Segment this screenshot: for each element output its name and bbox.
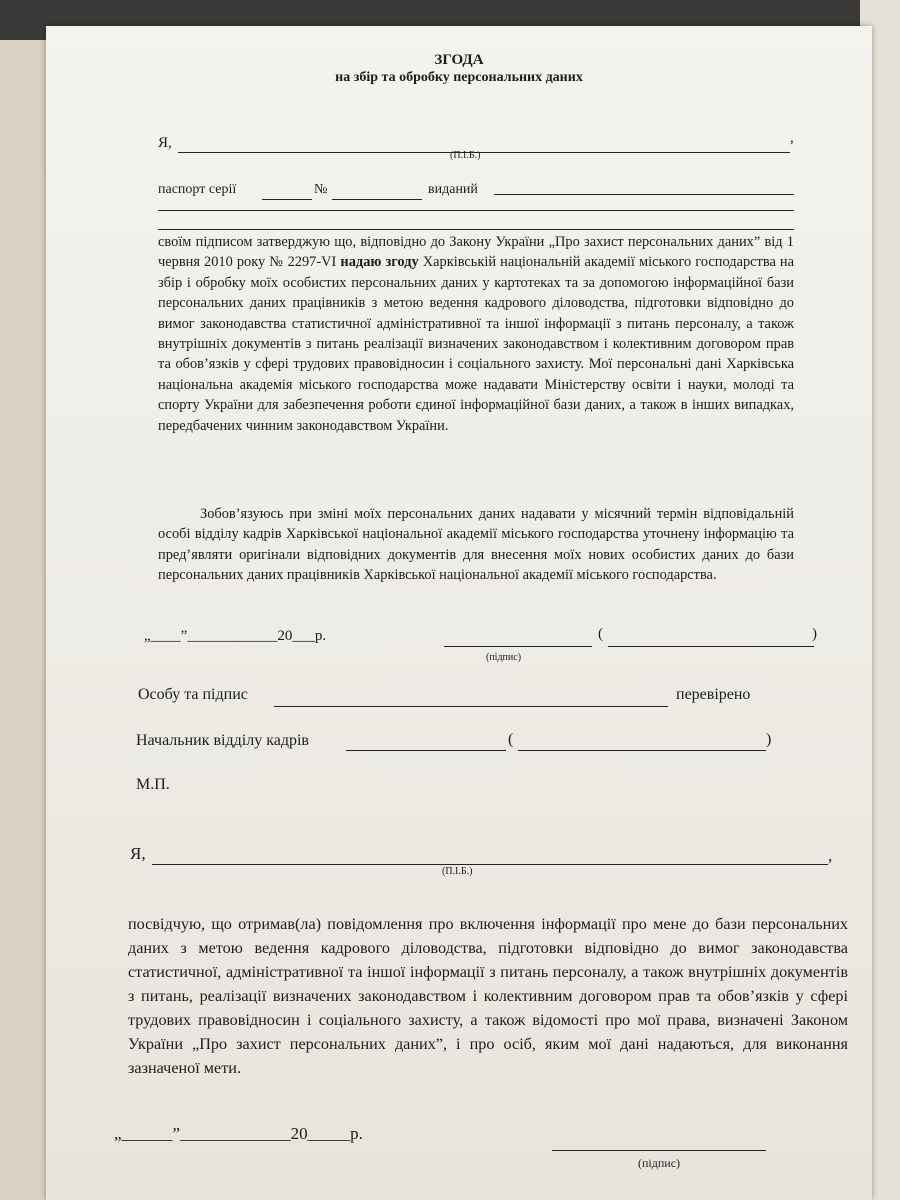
issued-by-line-2 — [158, 210, 794, 211]
ya-label: Я, — [158, 135, 172, 151]
verified-label: Особу та підпис — [138, 686, 248, 703]
ya-label-2: Я, — [130, 844, 146, 863]
hr-head-signature-line — [346, 750, 506, 751]
acknowledgement-paragraph: посвідчую, що отримав(ла) повідомлення про включення інформації про мене до бази персональних даних з метою ведення кадрового діловодства, підготовки відповідно до вимог законодавства статистичної, адміністративної та іншої інформації з питань персоналу, а також внутрішніх документів з питань, реалізації визначених законодавством і колективним договором прав та обов’язків у сфері трудових правовідносин і соціального захисту, а також відомості про мої права, визначені Законом України „Про захист персональних даних”, і про осіб, яким мої дані надаються, для виконання зазначеної мети. — [128, 915, 848, 1077]
pib-caption: (П.І.Б.) — [450, 150, 481, 161]
pib-caption-2: (П.І.Б.) — [442, 866, 473, 877]
consent-text-part2: Харківській національній академії міського господарства на збір і обробку моїх особистих персональних даних у картотеках та за допомогою інформаційної бази персональних даних працівників з метою ведення кадрового діловодства, підготовки відповідно до вимог законодавства статистичної адміністративної та іншої інформації з питань персоналу, а також внутрішніх документів з питань реалізації визначених законодавством і колективним договором прав та обов’язків у сфері трудових правовідносин і соціального захисту. Мої персональні дані Харківська національна академія міського господарства може надавати Міністерству освіти і науки, молоді та спорту України для забезпечення роботи єдиної інформаційної бази даних, а також в інших випадках, передбачених чинним законодавством України. — [158, 254, 794, 434]
document-subtitle: на збір та обробку персональних даних — [335, 70, 583, 85]
consent-paragraph — [158, 232, 794, 436]
hr-close-paren: ) — [766, 731, 772, 748]
verified-word: перевірено — [676, 686, 751, 703]
document-title: ЗГОДА — [434, 52, 484, 68]
date-line-2: „______”_____________20_____р. — [114, 1124, 363, 1143]
issued-by-line — [494, 194, 794, 195]
signature-open-paren: ( — [598, 626, 603, 642]
name-comma-2: , — [828, 846, 833, 865]
issued-by-line-3 — [158, 229, 794, 230]
name-comma: , — [790, 130, 794, 146]
full-name-line — [178, 152, 790, 153]
signature-caption-2: (підпис) — [638, 1156, 681, 1170]
signature-caption: (підпис) — [486, 652, 522, 663]
issued-label: виданий — [428, 182, 478, 197]
stamp-place: М.П. — [136, 776, 170, 793]
obligation-paragraph: Зобов’язуюсь при зміні моїх персональних даних надавати у місячний термін відповідальній особі відділу кадрів Харківської національної академії міського господарства уточнену інформацію та пред’являти оригінали відповідних документів для внесення моїх нових особистих даних до бази персональних даних працівників Харківської національної академії міського господарства. — [158, 506, 794, 584]
passport-series-label: паспорт серії — [158, 182, 237, 197]
signature-close-paren: ) — [812, 626, 817, 642]
consent-text-part1: своїм підписом затверджую що, відповідно до Закону України „Про захист персональних даних” від 1 червня 2010 року № 2297-VI — [158, 234, 794, 271]
consent-bold-phrase: надаю згоду — [340, 254, 419, 271]
passport-number-sign: № — [314, 182, 328, 197]
hr-open-paren: ( — [508, 731, 514, 748]
full-name-line-2 — [152, 864, 828, 865]
passport-number-line — [332, 199, 422, 200]
passport-series-line — [262, 199, 312, 200]
signature-line-2 — [552, 1150, 766, 1151]
date-line: „____”____________20___р. — [144, 628, 327, 644]
hr-head-name-line — [518, 750, 766, 751]
consent-form-page — [46, 26, 872, 1200]
signature-name-line — [608, 646, 814, 647]
signature-line — [444, 646, 592, 647]
hr-head-label: Начальник відділу кадрів — [136, 732, 309, 749]
verified-line — [274, 706, 668, 707]
